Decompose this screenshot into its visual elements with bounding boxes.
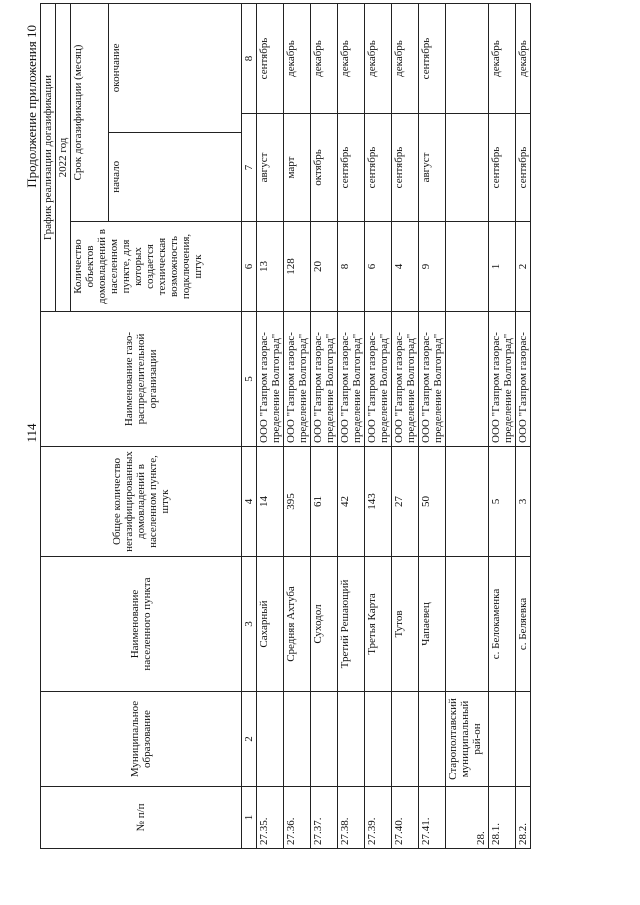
cell-mo [311, 692, 338, 787]
cell-no: 28.1. [489, 787, 516, 849]
cell-count: 6 [365, 222, 392, 312]
cell-org: ООО "Газпром газорас-пределение Волгоград" [419, 312, 446, 447]
header-objects-count-text: Количество объектов домовладений в населенном пункте, для которых создается техническая возможность подключения, штук [72, 229, 204, 304]
cell-count: 13 [257, 222, 284, 312]
cell-org: ООО "Газпром газорас-пределение Волгоград" [284, 312, 311, 447]
cell-count: 1 [489, 222, 516, 312]
cell-start: сентябрь [365, 114, 392, 222]
table-row [284, 4, 311, 849]
cell-end: декабрь [489, 4, 516, 114]
cell-mo [516, 692, 531, 787]
cell-org: ООО "Газпром газорас-пределение Волгоград" [311, 312, 338, 447]
cell-total: 61 [311, 447, 338, 557]
cell-no: 28.2. [516, 787, 531, 849]
gasification-table [40, 3, 531, 849]
cell-org: ООО "Газпром газорас-пределение Волгоград" [392, 312, 419, 447]
header-objects-count [71, 222, 242, 312]
cell-total: 3 [516, 447, 531, 557]
cell-count: 20 [311, 222, 338, 312]
cell-end: сентябрь [257, 4, 284, 114]
cell-start: октябрь [311, 114, 338, 222]
cell-count [446, 222, 489, 312]
term-subtable [71, 4, 241, 221]
header-start: начало [109, 132, 242, 221]
cell-count: 9 [419, 222, 446, 312]
cell-end: декабрь [311, 4, 338, 114]
cell-mo [257, 692, 284, 787]
header-total-households: Общее количество негазифицированных домовладений в населенном пункте, штук [41, 447, 242, 557]
cell-total [446, 447, 489, 557]
cell-end: декабрь [284, 4, 311, 114]
header-year: 2022 год [56, 4, 71, 312]
cell-no: 27.41. [419, 787, 446, 849]
colnum-6: 6 [242, 222, 257, 312]
cell-no: 27.39. [365, 787, 392, 849]
table-row [489, 4, 516, 849]
cell-end: декабрь [365, 4, 392, 114]
table-row-municipality [446, 4, 489, 849]
cell-total: 50 [419, 447, 446, 557]
cell-mo [284, 692, 311, 787]
header-settlement: Наименование населенного пункта [41, 557, 242, 692]
cell-org: ООО "Газпром газорас-пределение Волгоград" [338, 312, 365, 447]
colnum-4: 4 [242, 447, 257, 557]
cell-mo [338, 692, 365, 787]
cell-no: 28. [446, 787, 489, 849]
cell-org: ООО "Газпром газорас-пределение Волгоград" [489, 312, 516, 447]
cell-settlement: Сахарный [257, 557, 284, 692]
cell-total: 27 [392, 447, 419, 557]
cell-no: 27.36. [284, 787, 311, 849]
header-end: окончание [110, 43, 122, 93]
colnum-7: 7 [242, 114, 257, 222]
cell-settlement: с. Белокаменка [489, 557, 516, 692]
cell-mo [392, 692, 419, 787]
cell-mo [419, 692, 446, 787]
cell-total: 395 [284, 447, 311, 557]
cell-total: 14 [257, 447, 284, 557]
cell-end: сентябрь [419, 4, 446, 114]
cell-total: 5 [489, 447, 516, 557]
header-schedule: График реализации догазификации [41, 4, 56, 312]
cell-settlement: Чапаевец [419, 557, 446, 692]
cell-no: 27.38. [338, 787, 365, 849]
cell-count: 8 [338, 222, 365, 312]
table-row [419, 4, 446, 849]
appendix-label: Продолжение приложения 10 [24, 25, 39, 188]
cell-org: ООО "Газпром газорас- [516, 312, 531, 447]
cell-total: 42 [338, 447, 365, 557]
header-term-block [71, 4, 242, 222]
cell-start: сентябрь [338, 114, 365, 222]
cell-start: август [419, 114, 446, 222]
cell-settlement [446, 557, 489, 692]
page-number: 114 [24, 423, 39, 443]
cell-mo [489, 692, 516, 787]
cell-settlement: Суходол [311, 557, 338, 692]
table-row [338, 4, 365, 849]
cell-end: декабрь [338, 4, 365, 114]
cell-no: 27.37. [311, 787, 338, 849]
header-municipality: Муниципальное образование [41, 692, 242, 787]
cell-end: декабрь [516, 4, 531, 114]
header-term: Срок догазификации (месяц) [71, 4, 109, 221]
header-gas-org: Наименование газо-распределительной организации [41, 312, 242, 447]
colnum-5: 5 [242, 312, 257, 447]
table-row [516, 4, 531, 849]
cell-no: 27.35. [257, 787, 284, 849]
cell-org: ООО "Газпром газорас-пределение Волгоград" [257, 312, 284, 447]
cell-settlement: Средняя Ахтуба [284, 557, 311, 692]
cell-org [446, 312, 489, 447]
table-row [257, 4, 284, 849]
cell-start [446, 114, 489, 222]
table-row [365, 4, 392, 849]
cell-end: декабрь [392, 4, 419, 114]
cell-start: август [257, 114, 284, 222]
cell-mo [365, 692, 392, 787]
colnum-1: 1 [242, 787, 257, 849]
cell-no: 27.40. [392, 787, 419, 849]
colnum-8: 8 [242, 4, 257, 114]
colnum-2: 2 [242, 692, 257, 787]
cell-start: сентябрь [392, 114, 419, 222]
table-row [392, 4, 419, 849]
cell-count: 128 [284, 222, 311, 312]
colnum-3: 3 [242, 557, 257, 692]
header-no: № п/п [41, 787, 242, 849]
cell-settlement: Третий Решающий [338, 557, 365, 692]
table-row [311, 4, 338, 849]
cell-count: 4 [392, 222, 419, 312]
cell-start: сентябрь [489, 114, 516, 222]
cell-settlement: Третья Карта [365, 557, 392, 692]
cell-start: сентябрь [516, 114, 531, 222]
cell-org: ООО "Газпром газорас-пределение Волгоград" [365, 312, 392, 447]
cell-start: март [284, 114, 311, 222]
cell-end [446, 4, 489, 114]
cell-mo: Старополтавский муниципальный рай-он [446, 692, 489, 787]
cell-settlement: с. Беляевка [516, 557, 531, 692]
cell-total: 143 [365, 447, 392, 557]
cell-settlement: Тутов [392, 557, 419, 692]
cell-count: 2 [516, 222, 531, 312]
